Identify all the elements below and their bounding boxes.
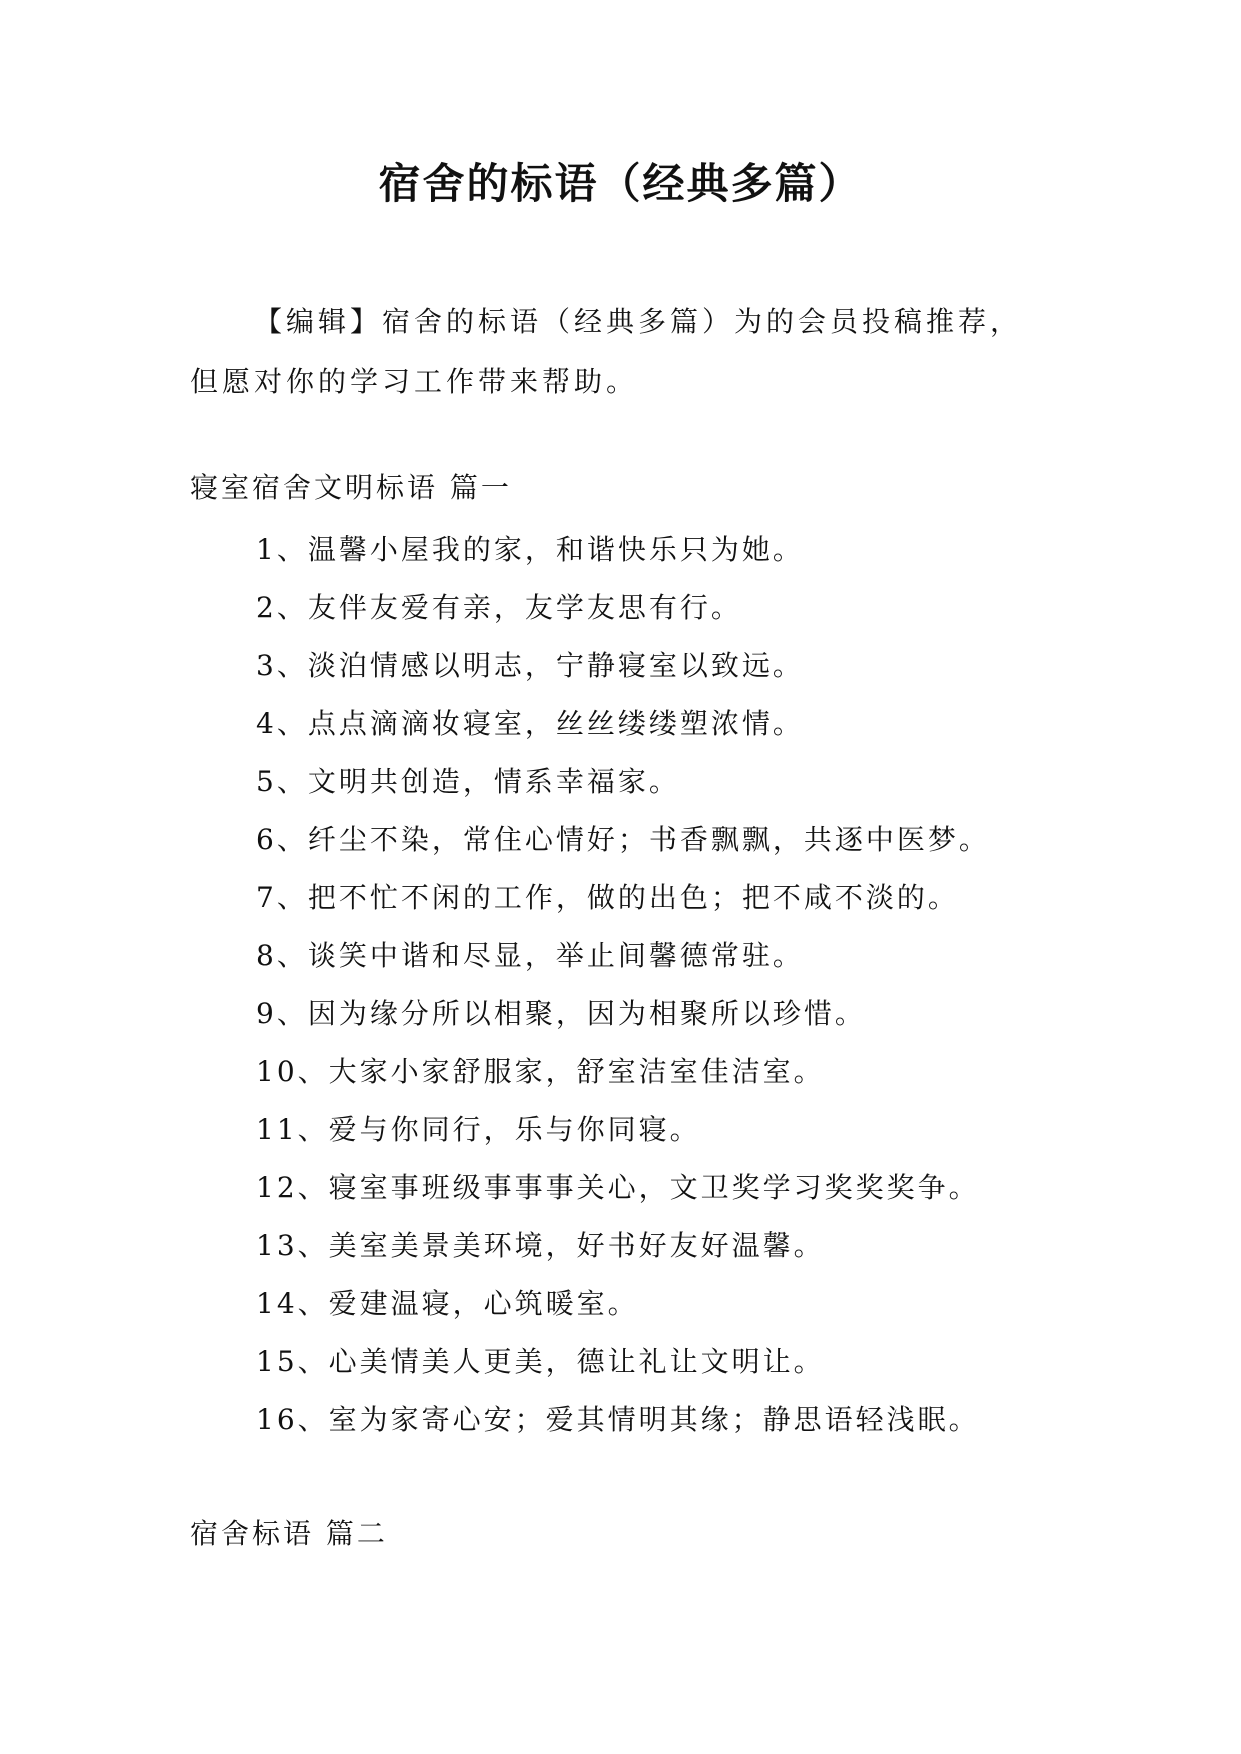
intro-paragraph xyxy=(190,292,1070,412)
intro-line: 【编辑】宿舍的标语（经典多篇）为的会员投稿推荐， xyxy=(254,305,1023,338)
slogan-list xyxy=(256,530,990,1458)
intro-line: 但愿对你的学习工作带来帮助。 xyxy=(190,365,639,398)
list-item: 11、爱与你同行，乐与你同寝。 xyxy=(256,1113,701,1146)
list-item: 5、文明共创造，情系幸福家。 xyxy=(256,765,680,798)
list-item: 4、点点滴滴妆寝室，丝丝缕缕塑浓情。 xyxy=(256,707,804,740)
list-item: 7、把不忙不闲的工作，做的出色；把不咸不淡的。 xyxy=(256,881,959,914)
list-item: 6、纤尘不染，常住心情好；书香飘飘，共逐中医梦。 xyxy=(256,823,990,856)
list-item: 12、寝室事班级事事事关心，文卫奖学习奖奖奖争。 xyxy=(256,1171,980,1204)
section-heading-2: 宿舍标语 篇二 xyxy=(190,1517,388,1550)
section-heading-1: 寝室宿舍文明标语 篇一 xyxy=(190,471,512,504)
list-item: 2、友伴友爱有亲，友学友思有行。 xyxy=(256,591,742,624)
list-item: 3、淡泊情感以明志，宁静寝室以致远。 xyxy=(256,649,804,682)
list-item: 13、美室美景美环境，好书好友好温馨。 xyxy=(256,1229,825,1262)
list-item: 10、大家小家舒服家，舒室洁室佳洁室。 xyxy=(256,1055,825,1088)
list-item: 1、温馨小屋我的家，和谐快乐只为她。 xyxy=(256,533,804,566)
list-item: 16、室为家寄心安；爱其情明其缘；静思语轻浅眠。 xyxy=(256,1403,980,1436)
list-item: 9、因为缘分所以相聚，因为相聚所以珍惜。 xyxy=(256,997,866,1030)
list-item: 14、爱建温寝，心筑暖室。 xyxy=(256,1287,639,1320)
list-item: 8、谈笑中谐和尽显，举止间馨德常驻。 xyxy=(256,939,804,972)
document-title: 宿舍的标语（经典多篇） xyxy=(378,159,863,208)
list-item: 15、心美情美人更美，德让礼让文明让。 xyxy=(256,1345,825,1378)
